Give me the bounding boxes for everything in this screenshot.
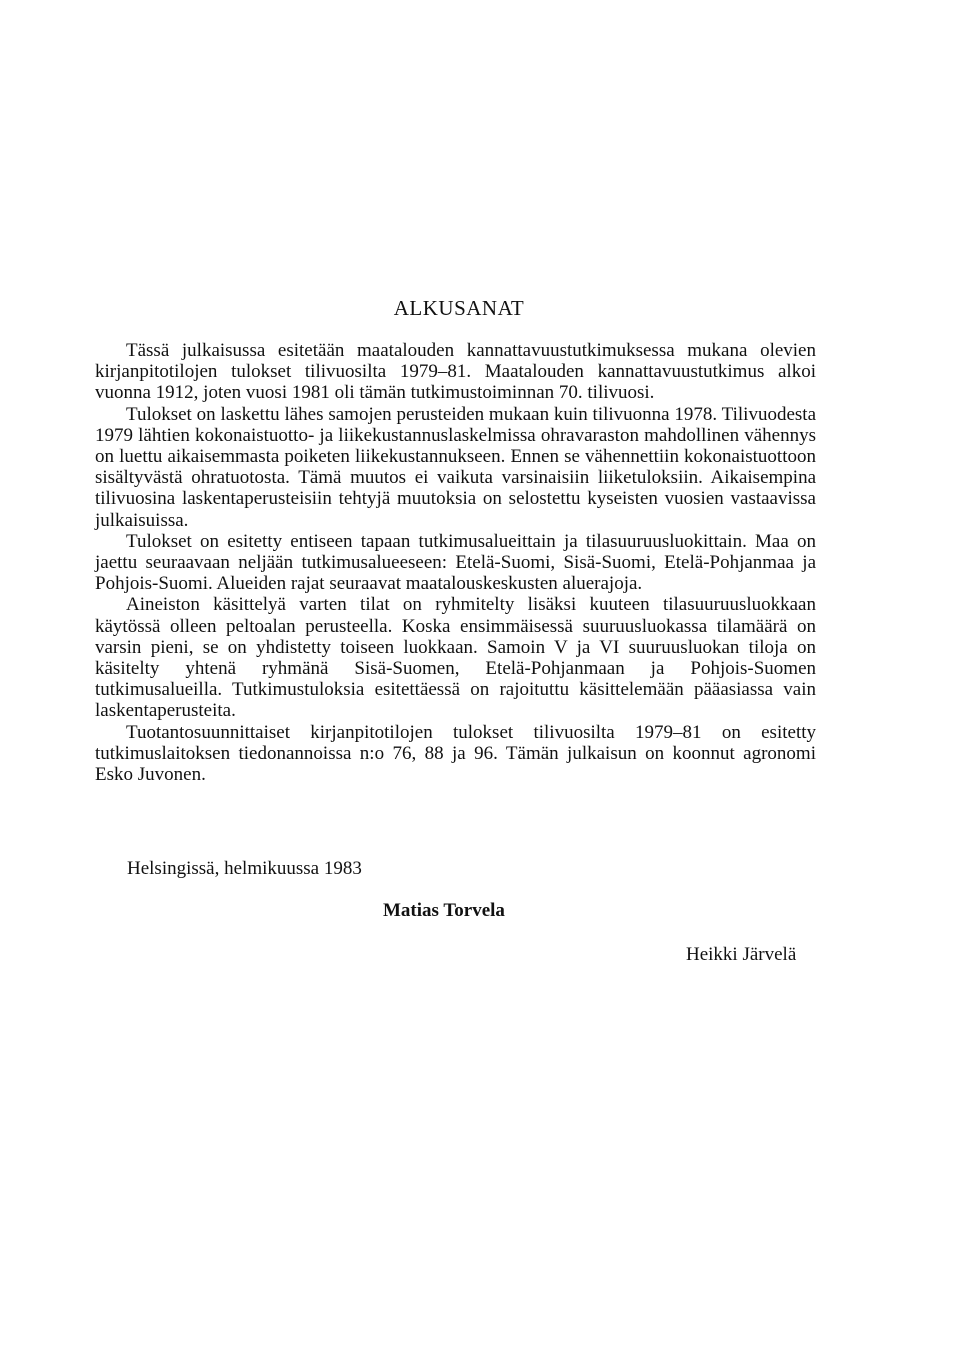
place-date: Helsingissä, helmikuussa 1983 xyxy=(127,858,362,879)
page-title: ALKUSANAT xyxy=(393,296,525,320)
paragraph-2: Tulokset on laskettu lähes samojen perusteiden mukaan kuin tilivuonna 1978. Tilivuodesta 1979 lähtien kokonaistuotto- ja liikekustannuslaskelmissa ohravaraston mahdollinen vähennys on luettu aikaisemmasta poiketen liikekustannukseen. Ennen se vähennettiin kokonaistuottoon sisältyvästä ohratuotosta. Tämä muutos ei vaikuta varsinaisiin liiketuloksiin. Aikaisempina tilivuosina laskentaperusteisiin tehtyjä muutoksia on selostettu kyseisten vuosien vastaavissa julkaisuissa. xyxy=(95,403,816,531)
preface-body xyxy=(95,340,816,785)
signature-secondary: Heikki Järvelä xyxy=(686,944,797,965)
signature-primary: Matias Torvela xyxy=(383,900,505,921)
paragraph-3: Tulokset on esitetty entiseen tapaan tutkimusalueittain ja tilasuuruusluokittain. Maa on jaettu seuraavaan neljään tutkimusalueeseen: Etelä-Suomi, Sisä-Suomi, Etelä-Pohjanmaa ja Pohjois-Suomi. Alueiden rajat seuraavat maatalouskeskusten aluerajoja. xyxy=(95,530,816,595)
paragraph-1: Tässä julkaisussa esitetään maatalouden kannattavuustutkimuksessa mukana olevien kirjanpitotilojen tulokset tilivuosilta 1979–81. Maatalouden kannattavuustutkimus alkoi vuonna 1912, joten vuosi 1981 oli tämän tutkimustoiminnan 70. tilivuosi. xyxy=(95,340,816,404)
paragraph-4: Aineiston käsittelyä varten tilat on ryhmitelty lisäksi kuuteen tilasuuruusluokkaan käytössä olleen peltoalan perusteella. Koska ensimmäisessä suuruusluokassa tilamäärä on varsin pieni, se on yhdistetty toiseen luokkaan. Samoin V ja VI suuruusluokan tiloja on käsitelty yhtenä ryhmänä Sisä-Suomen, Etelä-Pohjanmaan ja Pohjois-Suomen tutkimusalueilla. Tutkimustuloksia esitettäessä on rajoituttu käsittelemään pääasiassa vain laskentaperusteita. xyxy=(95,594,816,722)
paragraph-5: Tuotantosuunnittaiset kirjanpitotilojen tulokset tilivuosilta 1979–81 on esitetty tutkimuslaitoksen tiedonannoissa n:o 76, 88 ja 96. Tämän julkaisun on koonnut agronomi Esko Juvonen. xyxy=(95,721,816,786)
